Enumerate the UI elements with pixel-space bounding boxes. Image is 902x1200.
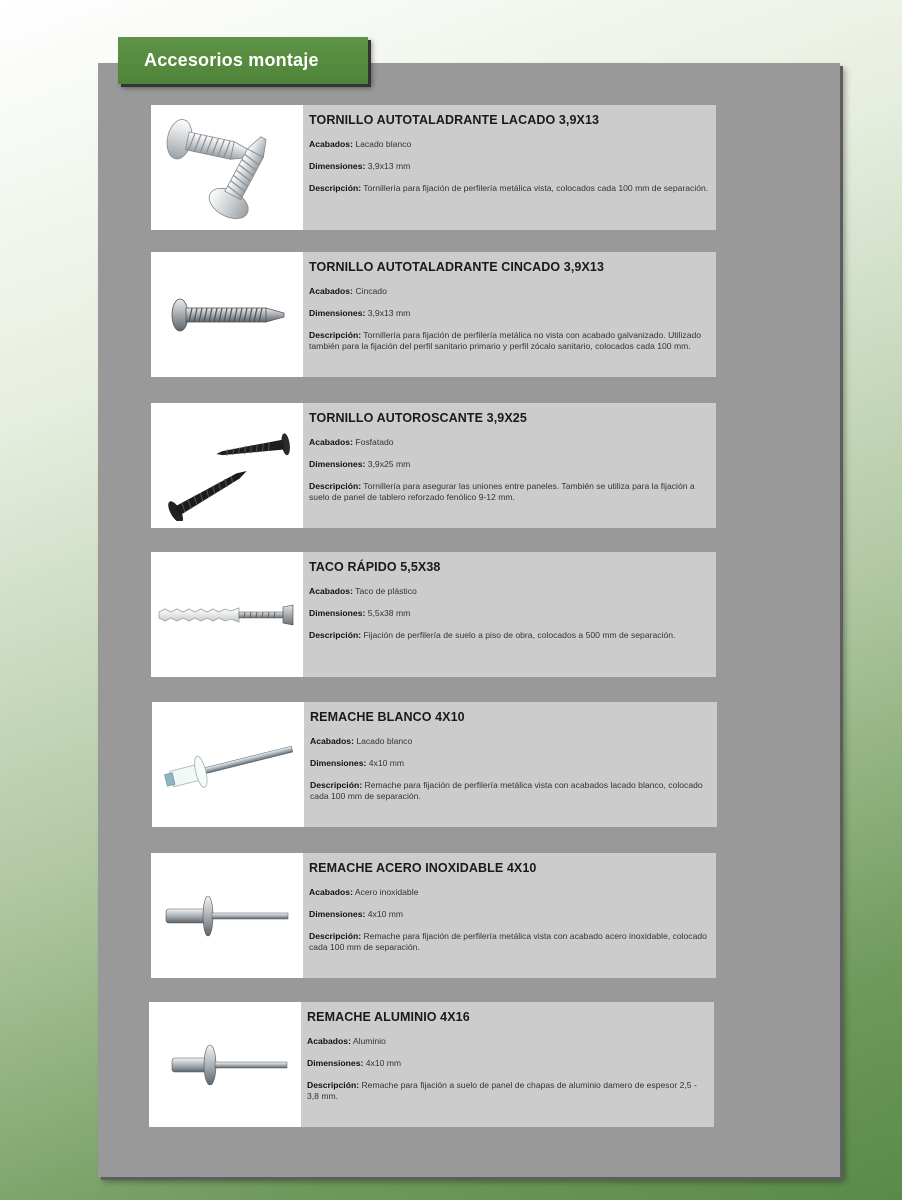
product-finish <box>309 437 710 448</box>
product-details <box>303 552 716 677</box>
aluminium-rivet-icon <box>158 1040 292 1090</box>
product-dimensions <box>307 1058 708 1069</box>
product-image <box>151 853 303 978</box>
product-name: TORNILLO AUTOTALADRANTE CINCADO 3,9X13 <box>309 260 605 274</box>
product-name: TORNILLO AUTOTALADRANTE LACADO 3,9X13 <box>309 113 600 127</box>
product-description <box>307 1080 708 1102</box>
product-image <box>151 105 303 230</box>
product-description <box>310 780 711 802</box>
description-label: Descripción: <box>307 1080 360 1090</box>
description-label: Descripción: <box>309 931 362 941</box>
product-description <box>309 330 710 352</box>
product-description <box>309 931 710 953</box>
dimensions-value: 3,9x13 mm <box>367 161 411 171</box>
product-card <box>151 403 716 528</box>
dimensions-label: Dimensiones: <box>309 161 366 171</box>
dimensions-label: Dimensiones: <box>310 758 367 768</box>
dimensions-value: 4x10 mm <box>367 909 404 919</box>
product-details <box>303 853 716 978</box>
description-value: Remache para fijación a suelo de panel de chapas de aluminio damero de espesor 2,5 - 3,8 mm. <box>307 1080 697 1101</box>
product-image <box>151 403 303 528</box>
product-card <box>149 1002 714 1127</box>
product-dimensions <box>309 161 710 172</box>
description-value: Tornillería para fijación de perfilería metálica no vista con acabado galvanizado. Utilizado también para la fijación del perfil sanitario primario y perfil zócalo sanitario, colocados cada 100 mm. <box>309 330 702 351</box>
page-title: Accesorios montaje <box>144 50 319 70</box>
dimensions-label: Dimensiones: <box>309 909 366 919</box>
dimensions-label: Dimensiones: <box>307 1058 364 1068</box>
product-finish <box>307 1036 708 1047</box>
section-title-tab <box>118 37 368 84</box>
product-dimensions <box>309 909 710 920</box>
description-label: Descripción: <box>309 330 362 340</box>
product-dimensions <box>309 459 710 470</box>
product-card <box>151 853 716 978</box>
product-name: REMACHE ACERO INOXIDABLE 4X10 <box>309 861 537 875</box>
description-value: Remache para fijación de perfilería metálica vista con acabado acero inoxidable, colocado cada 100 mm de separación. <box>309 931 707 952</box>
description-value: Tornillería para fijación de perfilería metálica vista, colocados cada 100 mm de separación. <box>363 183 709 193</box>
finish-label: Acabados: <box>309 586 353 596</box>
description-label: Descripción: <box>309 481 362 491</box>
product-finish <box>309 286 710 297</box>
finish-value: Aluminio <box>352 1036 386 1046</box>
zinc-self-drilling-screw-icon <box>162 285 292 345</box>
product-details <box>303 252 716 377</box>
product-name: TORNILLO AUTOROSCANTE 3,9X25 <box>309 411 527 425</box>
finish-label: Acabados: <box>307 1036 351 1046</box>
description-label: Descripción: <box>309 630 362 640</box>
product-details <box>303 403 716 528</box>
product-image <box>149 1002 301 1127</box>
dimensions-value: 4x10 mm <box>368 758 405 768</box>
finish-label: Acabados: <box>309 139 353 149</box>
dimensions-label: Dimensiones: <box>309 459 366 469</box>
product-finish <box>309 586 710 597</box>
plastic-anchor-icon <box>155 595 299 635</box>
product-image <box>152 702 304 827</box>
finish-label: Acabados: <box>309 286 353 296</box>
product-name: REMACHE ALUMINIO 4X16 <box>307 1010 470 1024</box>
product-image <box>151 252 303 377</box>
product-card <box>152 702 717 827</box>
product-details <box>301 1002 714 1127</box>
dimensions-label: Dimensiones: <box>309 608 366 618</box>
product-details <box>304 702 717 827</box>
product-name: REMACHE BLANCO 4X10 <box>310 710 465 724</box>
description-value: Tornillería para asegurar las uniones entre paneles. También se utiliza para la fijación a suelo de panel de tablero reforzado fenólico 9-12 mm. <box>309 481 695 502</box>
finish-value: Lacado blanco <box>355 139 412 149</box>
product-image <box>151 552 303 677</box>
description-label: Descripción: <box>310 780 363 790</box>
white-self-drilling-screws-icon <box>157 109 297 227</box>
product-dimensions <box>309 608 710 619</box>
product-finish <box>310 736 711 747</box>
black-self-tapping-screws-icon <box>162 411 292 521</box>
finish-value: Acero inoxidable <box>354 887 419 897</box>
finish-value: Taco de plástico <box>355 586 417 596</box>
product-description <box>309 183 710 194</box>
product-finish <box>309 139 710 150</box>
finish-label: Acabados: <box>310 736 354 746</box>
product-dimensions <box>310 758 711 769</box>
finish-value: Fosfatado <box>355 437 394 447</box>
product-description <box>309 630 710 641</box>
white-rivet-icon <box>158 725 298 805</box>
dimensions-value: 3,9x13 mm <box>367 308 411 318</box>
product-name: TACO RÁPIDO 5,5X38 <box>309 560 441 574</box>
product-card <box>151 552 716 677</box>
dimensions-value: 3,9x25 mm <box>367 459 411 469</box>
dimensions-value: 4x10 mm <box>365 1058 402 1068</box>
product-card <box>151 252 716 377</box>
description-label: Descripción: <box>309 183 362 193</box>
dimensions-value: 5,5x38 mm <box>367 608 411 618</box>
product-description <box>309 481 710 503</box>
description-value: Remache para fijación de perfilería metálica vista con acabados lacado blanco, colocado cada 100 mm de separación. <box>310 780 703 801</box>
dimensions-label: Dimensiones: <box>309 308 366 318</box>
product-card <box>151 105 716 230</box>
finish-value: Cincado <box>355 286 387 296</box>
product-dimensions <box>309 308 710 319</box>
finish-value: Lacado blanco <box>356 736 413 746</box>
description-value: Fijación de perfilería de suelo a piso de obra, colocados a 500 mm de separación. <box>363 630 676 640</box>
finish-label: Acabados: <box>309 437 353 447</box>
steel-rivet-icon <box>160 891 294 941</box>
product-details <box>303 105 716 230</box>
finish-label: Acabados: <box>309 887 353 897</box>
product-finish <box>309 887 710 898</box>
